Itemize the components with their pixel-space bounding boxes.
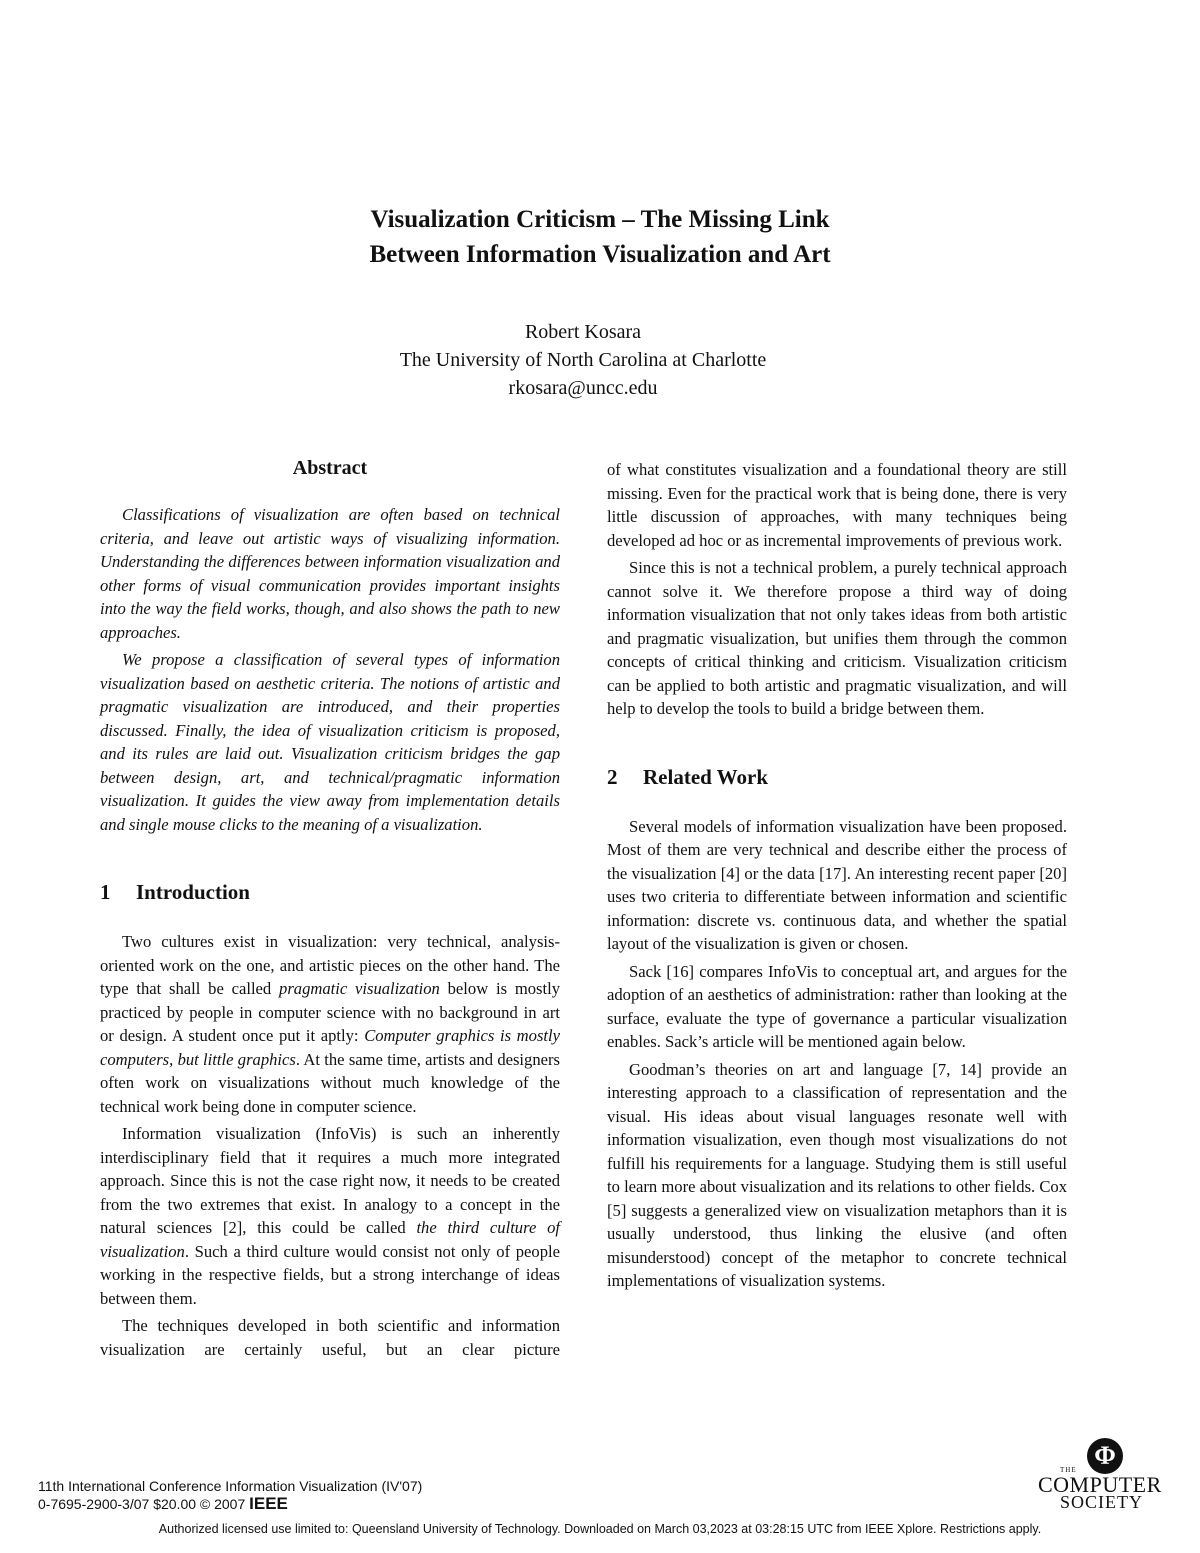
section-title: Related Work (643, 764, 769, 789)
intro-paragraph-3: The techniques developed in both scientific and information visualization are certainly useful, but an clear picture (100, 1316, 560, 1359)
authorization-notice: Authorized licensed use limited to: Queensland University of Technology. Downloaded on March 03,2023 at 03:28:15 UTC from IEEE Xplore. Restrictions apply. (158, 1522, 1042, 1536)
logo-the: THE (1060, 1466, 1077, 1474)
intro-paragraph-4: Since this is not a technical problem, a purely technical approach cannot solve it. We therefore propose a third way of doing information visualization that not only takes ideas from both artistic and pragmatic visualization, but unifies them through the common concepts of critical thinking and criticism. Visualization criticism can be applied to both artistic and pragmatic visualization, and will help to develop the tools to build a bridge between them. (607, 558, 1067, 718)
computer-society-symbol-icon: Φ (1087, 1438, 1123, 1474)
author-name: Robert Kosara (524, 321, 642, 343)
related-work-paragraph-2: Sack [16] compares InfoVis to conceptual art, and argues for the adoption of an aesthetics of administration: rather than looking at the surface, evaluate the type of governance a particular visualization enables. Sack’s article will be mentioned again below. (607, 961, 1067, 1051)
author-email: rkosara@uncc.edu (508, 377, 658, 399)
logo-word-2: SOCIETY (1060, 1492, 1143, 1512)
section-heading-introduction (100, 878, 560, 906)
abstract-paragraph: We propose a classification of several types of information visualization based on aesthetic criteria. The notions of artistic and pragmatic visualization are introduced, and their properties discussed. Finally, the idea of visualization criticism is proposed, and its rules are laid out. Visualization criticism bridges the gap between design, art, and technical/pragmatic information visualization. It guides the view away from implementation details and single mouse clicks to the meaning of a visualization. (100, 650, 560, 834)
computer-society-logo (1030, 1438, 1165, 1518)
abstract-paragraph: Classifications of visualization are often based on technical criteria, and leave out artistic ways of visualizing information. Understanding the differences between information visualization and other forms of visual communication provides important insights into the way the field works, though, and also shows the path to new approaches. (100, 505, 560, 642)
title-line-1: Visualization Criticism – The Missing Link (370, 206, 830, 233)
paper-title (0, 202, 1200, 272)
intro-paragraph-3-continued: of what constitutes visualization and a foundational theory are still missing. Even for the practical work that is being done, there is very little discussion of approaches, with many techniques being developed ad hoc or as incremental improvements of previous work. (607, 460, 1067, 550)
section-heading-related-work (607, 763, 1067, 791)
intro-paragraph-1: Two cultures exist in visualization: very technical, analysis-oriented work on the one, and artistic pieces on the other hand. The type that shall be called pragmatic visualization below is mostly practiced by people in computer science with no background in art or design. A student once put it aptly: Computer graphics is mostly computers, but little graphics. At the same time, artists and designers often work on visualizations without much knowledge of the technical work being done in computer science. (100, 932, 561, 1116)
left-column (100, 455, 560, 1361)
title-line-2: Between Information Visualization and Art (369, 241, 831, 268)
author-affiliation: The University of North Carolina at Charlotte (399, 349, 767, 371)
abstract-section (100, 455, 560, 836)
section-number: 1 (100, 880, 111, 904)
section-number: 2 (607, 764, 618, 789)
section-title: Introduction (136, 880, 250, 904)
conference-footer (38, 1478, 422, 1513)
abstract-heading: Abstract (292, 457, 368, 479)
related-work-paragraph-1: Several models of information visualization have been proposed. Most of them are very technical and describe either the process of the visualization [4] or the data [17]. An interesting recent paper [20] uses two criteria to differentiate between information and scientific information: discrete vs. continuous data, and whether the spatial layout of the visualization is given or chosen. (607, 816, 1067, 953)
isbn-line: 0-7695-2900-3/07 $20.00 © 2007 IEEE (38, 1494, 288, 1513)
author-block (0, 318, 1166, 402)
ieee-label: IEEE (249, 1494, 288, 1513)
related-work-paragraph-3: Goodman’s theories on art and language [7, 14] provide an interesting approach to a classification of representation and the visual. His ideas about visual languages resonate well with information visualization, even though most visualizations do not fulfill his requirements for a language. Studying them is still useful to learn more about visualization and its relations to other fields. Cox [5] suggests a generalized view on visualization metaphors than it is usually understood, thus linking the elusive (and often misunderstood) concept of the metaphor to concrete technical implementations of visualization systems. (607, 1059, 1067, 1290)
conference-name: 11th International Conference Information Visualization (IV'07) (38, 1478, 423, 1494)
intro-paragraph-2: Information visualization (InfoVis) is such an inherently interdisciplinary field that it requires a much more integrated approach. Since this is not the case right now, it needs to be created from the two extremes that exist. In analogy to a concept in the natural sciences [2], this could be called the third culture of visualization. Such a third culture would consist not only of people working in the respective fields, but a strong interchange of ideas between them. (100, 1124, 560, 1308)
logo-word-1: COMPUTER (1038, 1472, 1162, 1497)
right-column (607, 458, 1067, 1293)
